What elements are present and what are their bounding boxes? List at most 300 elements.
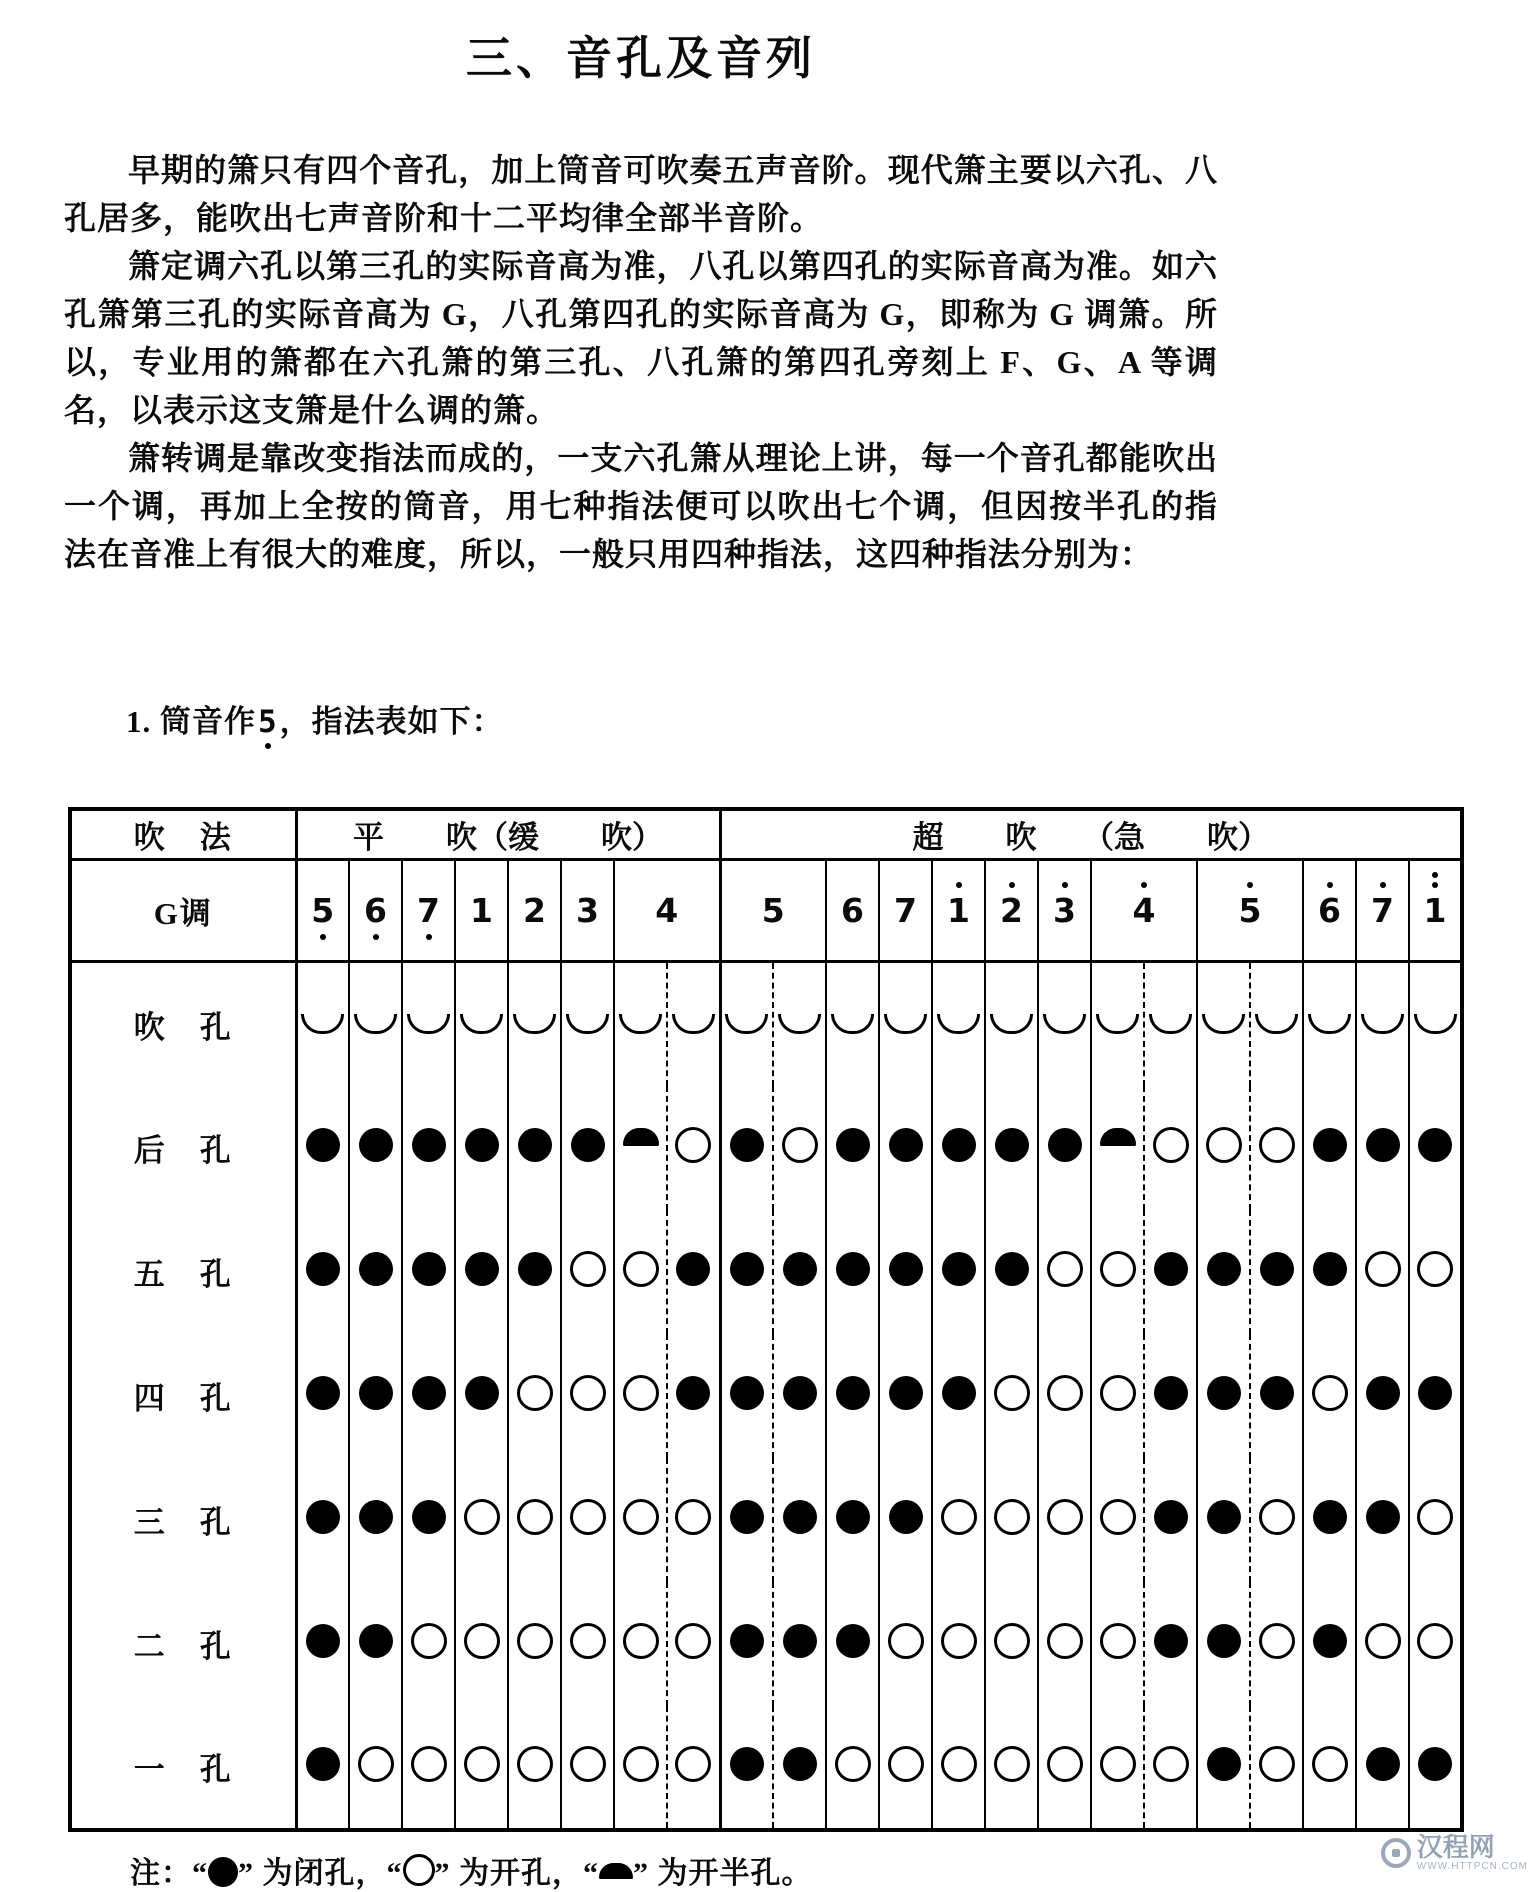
open-hole-icon	[835, 1746, 871, 1782]
hole-cell	[1250, 1086, 1303, 1210]
hole-cell	[1038, 1706, 1091, 1830]
closed-hole-icon	[412, 1376, 446, 1410]
hole-cell	[1303, 1334, 1356, 1458]
hole-cell	[455, 1334, 508, 1458]
blowhole-arc-icon	[1149, 1014, 1192, 1034]
closed-hole-icon	[836, 1128, 870, 1162]
hole-cell	[985, 1582, 1038, 1706]
closed-hole-icon	[1313, 1252, 1347, 1286]
note-cell	[1197, 860, 1303, 962]
open-hole-icon	[1312, 1746, 1348, 1782]
jianpu-number: 6	[841, 891, 864, 930]
closed-hole-icon	[783, 1252, 817, 1286]
blowhole-cell	[296, 962, 349, 1086]
hole-cell	[1091, 1334, 1144, 1458]
closed-hole-icon	[1260, 1252, 1294, 1286]
hole-cell	[455, 1210, 508, 1334]
jianpu-number: 1	[947, 891, 970, 930]
hole-cell	[296, 1086, 349, 1210]
open-hole-icon	[1047, 1375, 1083, 1411]
open-hole-icon	[888, 1746, 924, 1782]
hole-cell	[879, 1210, 932, 1334]
hole-cell	[1303, 1706, 1356, 1830]
open-hole-icon	[623, 1251, 659, 1287]
closed-hole-icon	[1207, 1500, 1241, 1534]
open-hole-icon	[1047, 1746, 1083, 1782]
closed-hole-icon	[783, 1500, 817, 1534]
closed-hole-icon	[730, 1747, 764, 1781]
octave-dot-below-icon	[320, 934, 326, 940]
open-hole-icon	[1153, 1127, 1189, 1163]
hole-cell	[985, 1334, 1038, 1458]
hole-cell	[1303, 1210, 1356, 1334]
hole-cell	[561, 1706, 614, 1830]
note-cell	[561, 860, 614, 962]
closed-hole-icon	[942, 1376, 976, 1410]
octave-dot-above-icon	[956, 882, 962, 888]
open-hole-icon	[464, 1746, 500, 1782]
blowhole-arc-icon	[513, 1014, 556, 1034]
hole-cell	[879, 1086, 932, 1210]
open-hole-icon	[994, 1375, 1030, 1411]
blowhole-cell	[1091, 962, 1144, 1086]
hole-cell	[1303, 1582, 1356, 1706]
hole-cell	[561, 1210, 614, 1334]
open-hole-icon	[411, 1746, 447, 1782]
open-hole-icon	[941, 1746, 977, 1782]
hole-cell	[879, 1582, 932, 1706]
octave-dot-above-icon	[1141, 882, 1147, 888]
open-hole-icon	[941, 1623, 977, 1659]
closed-hole-icon	[889, 1128, 923, 1162]
blowhole-cell	[614, 962, 667, 1086]
hole-cell	[402, 1086, 455, 1210]
closed-hole-icon	[1366, 1128, 1400, 1162]
hole-cell	[1197, 1458, 1250, 1582]
open-hole-icon	[1047, 1251, 1083, 1287]
blowhole-arc-icon	[672, 1014, 715, 1034]
row-label: 三 孔	[70, 1458, 296, 1582]
open-hole-icon	[994, 1499, 1030, 1535]
legend-note: 注：“ ” 为闭孔，“ ” 为开孔，“ ” 为开半孔。	[130, 1848, 1536, 1892]
hole-cell	[932, 1210, 985, 1334]
hole-cell	[1038, 1582, 1091, 1706]
hole-cell	[349, 1582, 402, 1706]
hole-cell	[1091, 1458, 1144, 1582]
jianpu-number: 4	[1132, 891, 1156, 930]
hole-cell	[1197, 1582, 1250, 1706]
closed-hole-icon	[783, 1376, 817, 1410]
closed-hole-icon	[1048, 1128, 1082, 1162]
closed-hole-icon	[995, 1128, 1029, 1162]
open-hole-icon	[1100, 1623, 1136, 1659]
hole-cell	[349, 1210, 402, 1334]
hole-cell	[508, 1582, 561, 1706]
hole-cell	[826, 1334, 879, 1458]
note-cell	[720, 860, 826, 962]
hole-cell	[349, 1334, 402, 1458]
hole-cell	[932, 1706, 985, 1830]
hole-cell	[720, 1582, 773, 1706]
closed-hole-icon	[1154, 1376, 1188, 1410]
hole-cell	[1091, 1706, 1144, 1830]
closed-hole-icon	[730, 1376, 764, 1410]
open-hole-icon	[1365, 1623, 1401, 1659]
hole-cell	[349, 1086, 402, 1210]
closed-hole-icon	[465, 1128, 499, 1162]
hole-cell	[508, 1210, 561, 1334]
hole-cell	[402, 1334, 455, 1458]
hole-cell	[826, 1086, 879, 1210]
hole-cell	[773, 1086, 826, 1210]
closed-hole-icon	[306, 1376, 340, 1410]
closed-hole-icon	[359, 1500, 393, 1534]
hole-cell	[1197, 1210, 1250, 1334]
closed-hole-icon	[676, 1252, 710, 1286]
watermark-site-name: 汉程网	[1416, 1832, 1495, 1862]
note-cell	[1356, 860, 1409, 962]
open-hole-icon	[675, 1127, 711, 1163]
closed-hole-icon	[942, 1252, 976, 1286]
hole-cell	[1250, 1458, 1303, 1582]
closed-hole-icon	[783, 1624, 817, 1658]
open-hole-icon	[1100, 1499, 1136, 1535]
text-block	[64, 22, 1218, 741]
hole-cell	[296, 1706, 349, 1830]
hole-cell	[932, 1086, 985, 1210]
open-hole-icon	[1259, 1127, 1295, 1163]
note-cell	[614, 860, 720, 962]
row-label: 后 孔	[70, 1086, 296, 1210]
open-hole-icon	[464, 1623, 500, 1659]
open-hole-icon	[1206, 1127, 1242, 1163]
note-cell	[455, 860, 508, 962]
note-cell	[1303, 860, 1356, 962]
blowhole-cell	[1356, 962, 1409, 1086]
open-hole-icon	[517, 1623, 553, 1659]
half-hole-icon	[623, 1128, 659, 1146]
closed-hole-icon	[1418, 1747, 1452, 1781]
legend-closed-text: 为闭孔，	[254, 1856, 387, 1890]
open-hole-icon	[358, 1746, 394, 1782]
closed-hole-icon	[306, 1252, 340, 1286]
closed-hole-icon	[359, 1624, 393, 1658]
note-cell	[296, 860, 349, 962]
hole-cell	[1038, 1458, 1091, 1582]
hole-cell	[455, 1458, 508, 1582]
closed-hole-icon	[1366, 1376, 1400, 1410]
closed-hole-icon	[1366, 1500, 1400, 1534]
hole-cell	[508, 1334, 561, 1458]
blowhole-cell	[985, 962, 1038, 1086]
paragraph-3: 箫转调是靠改变指法而成的，一支六孔箫从理论上讲，每一个音孔都能吹出一个调，再加上全按的筒音，用七种指法便可以吹出七个调，但因按半孔的指法在音准上有很大的难度，所以，一般只用四种指法，这四种指法分别为：	[64, 440, 1218, 572]
blowhole-arc-icon	[831, 1014, 874, 1034]
hole-cell	[349, 1706, 402, 1830]
jianpu-number: 2	[1000, 891, 1023, 930]
blowhole-cell	[1038, 962, 1091, 1086]
hole-cell	[1250, 1706, 1303, 1830]
jianpu-number: 7	[894, 891, 917, 930]
jianpu-number: 3	[576, 891, 599, 930]
blowhole-arc-icon	[1308, 1014, 1351, 1034]
hole-cell	[773, 1582, 826, 1706]
blowhole-arc-icon	[990, 1014, 1033, 1034]
closed-hole-icon	[1154, 1624, 1188, 1658]
open-hole-icon	[675, 1746, 711, 1782]
blowhole-arc-icon	[725, 1014, 768, 1034]
corner-label: 吹 法	[70, 809, 296, 860]
blowhole-arc-icon	[354, 1014, 397, 1034]
open-hole-icon	[570, 1623, 606, 1659]
hole-cell	[1409, 1086, 1462, 1210]
hole-cell	[561, 1582, 614, 1706]
blowhole-cell	[349, 962, 402, 1086]
closed-hole-icon	[518, 1128, 552, 1162]
closed-hole-icon	[306, 1500, 340, 1534]
note-cell	[508, 860, 561, 962]
blowhole-cell	[455, 962, 508, 1086]
note-cell	[985, 860, 1038, 962]
hole-cell	[508, 1458, 561, 1582]
closed-hole-icon	[676, 1376, 710, 1410]
hole-cell	[402, 1458, 455, 1582]
hole-cell	[1356, 1086, 1409, 1210]
hole-cell	[985, 1210, 1038, 1334]
legend-half-text: 为开半孔。	[649, 1856, 813, 1890]
octave-dot-above-icon	[1432, 872, 1438, 878]
blowhole-arc-icon	[1043, 1014, 1086, 1034]
blowhole-cell	[1303, 962, 1356, 1086]
hole-cell	[985, 1086, 1038, 1210]
blowhole-arc-icon	[1414, 1014, 1457, 1034]
hole-cell	[561, 1086, 614, 1210]
section-heading-suffix: ，指法表如下：	[279, 704, 504, 739]
open-hole-icon	[1153, 1746, 1189, 1782]
jianpu-number: 1	[470, 891, 493, 930]
hole-cell	[1409, 1582, 1462, 1706]
blowhole-arc-icon	[566, 1014, 609, 1034]
blowhole-cell	[773, 962, 826, 1086]
hole-cell	[1250, 1210, 1303, 1334]
group-header-normal: 平 吹（缓 吹）	[296, 809, 720, 860]
closed-hole-icon	[306, 1128, 340, 1162]
closed-hole-icon	[836, 1500, 870, 1534]
open-hole-icon	[623, 1375, 659, 1411]
blowhole-cell	[402, 962, 455, 1086]
row-label: 四 孔	[70, 1334, 296, 1458]
hole-cell	[667, 1582, 720, 1706]
hole-cell	[879, 1706, 932, 1830]
row-label: 一 孔	[70, 1706, 296, 1830]
hole-cell	[1250, 1334, 1303, 1458]
page-title: 三、音孔及音列	[466, 33, 816, 84]
hole-cell	[773, 1706, 826, 1830]
hole-cell	[1356, 1334, 1409, 1458]
hole-cell	[1197, 1086, 1250, 1210]
key-label: G调	[70, 860, 296, 962]
closed-hole-icon	[306, 1747, 340, 1781]
hole-cell	[1038, 1086, 1091, 1210]
closed-hole-icon	[1313, 1128, 1347, 1162]
open-hole-icon	[1259, 1746, 1295, 1782]
open-hole-icon	[1417, 1251, 1453, 1287]
paragraph-2: 箫定调六孔以第三孔的实际音高为准，八孔以第四孔的实际音高为准。如六孔箫第三孔的实际音高为 G，八孔第四孔的实际音高为 G，即称为 G 调箫。所以，专业用的箫都在六孔箫的第三孔、八孔箫的第四孔旁刻上 F、G、A 等调名，以表示这支箫是什么调的箫。	[64, 248, 1218, 428]
blowhole-cell	[879, 962, 932, 1086]
closed-hole-icon	[730, 1128, 764, 1162]
hole-cell	[1409, 1334, 1462, 1458]
hole-cell	[455, 1086, 508, 1210]
open-hole-icon	[517, 1375, 553, 1411]
open-hole-icon	[1417, 1623, 1453, 1659]
hole-cell	[1356, 1210, 1409, 1334]
hole-cell	[1303, 1086, 1356, 1210]
hole-cell	[1038, 1334, 1091, 1458]
blowhole-cell	[561, 962, 614, 1086]
blowhole-arc-icon	[460, 1014, 503, 1034]
open-hole-icon	[1312, 1375, 1348, 1411]
legend-label: 注：	[130, 1856, 192, 1890]
open-hole-icon	[623, 1746, 659, 1782]
closed-hole-icon	[1207, 1252, 1241, 1286]
hole-cell	[985, 1706, 1038, 1830]
section-heading-prefix: 1. 筒音作	[126, 704, 256, 739]
closed-hole-icon	[730, 1624, 764, 1658]
hole-cell	[1144, 1210, 1197, 1334]
blowhole-cell	[826, 962, 879, 1086]
hole-cell	[508, 1706, 561, 1830]
blowhole-arc-icon	[1361, 1014, 1404, 1034]
hole-cell	[879, 1458, 932, 1582]
closed-hole-icon	[1418, 1128, 1452, 1162]
note-cell	[1038, 860, 1091, 962]
closed-hole-icon	[1313, 1624, 1347, 1658]
blowhole-cell	[667, 962, 720, 1086]
open-hole-icon	[888, 1623, 924, 1659]
hole-cell	[1038, 1210, 1091, 1334]
open-hole-icon	[403, 1854, 435, 1886]
octave-dot-above-icon	[1009, 882, 1015, 888]
blowhole-arc-icon	[937, 1014, 980, 1034]
closed-hole-icon	[730, 1500, 764, 1534]
closed-hole-icon	[306, 1624, 340, 1658]
open-hole-icon	[570, 1746, 606, 1782]
hole-cell	[667, 1210, 720, 1334]
note-cell	[879, 860, 932, 962]
open-hole-icon	[411, 1623, 447, 1659]
closed-hole-icon	[783, 1747, 817, 1781]
closed-hole-icon	[412, 1128, 446, 1162]
hole-cell	[455, 1706, 508, 1830]
hole-cell	[667, 1334, 720, 1458]
hole-cell	[826, 1210, 879, 1334]
fingering-table	[68, 807, 1464, 1832]
closed-hole-icon	[465, 1376, 499, 1410]
open-hole-icon	[1365, 1251, 1401, 1287]
half-hole-icon	[599, 1863, 633, 1879]
hole-cell	[561, 1458, 614, 1582]
blowhole-arc-icon	[778, 1014, 821, 1034]
hole-cell	[1356, 1706, 1409, 1830]
note-cell	[1409, 860, 1462, 962]
hole-cell	[1197, 1334, 1250, 1458]
watermark	[1381, 1834, 1528, 1872]
jianpu-number: 5	[311, 891, 335, 930]
hole-cell	[561, 1334, 614, 1458]
hole-cell	[1409, 1458, 1462, 1582]
open-hole-icon	[623, 1499, 659, 1535]
open-hole-icon	[517, 1499, 553, 1535]
row-label: 二 孔	[70, 1582, 296, 1706]
hole-cell	[614, 1334, 667, 1458]
open-hole-icon	[464, 1499, 500, 1535]
closed-hole-icon	[836, 1376, 870, 1410]
closed-hole-icon	[1207, 1624, 1241, 1658]
closed-hole-icon	[571, 1128, 605, 1162]
blowhole-arc-icon	[884, 1014, 927, 1034]
note-cell	[1091, 860, 1197, 962]
hole-cell	[614, 1458, 667, 1582]
hole-cell	[1197, 1706, 1250, 1830]
blowhole-cell	[508, 962, 561, 1086]
hole-cell	[720, 1458, 773, 1582]
blowhole-arc-icon	[619, 1014, 662, 1034]
hole-cell	[826, 1706, 879, 1830]
blowhole-cell	[1409, 962, 1462, 1086]
hole-cell	[985, 1458, 1038, 1582]
blowhole-cell	[1144, 962, 1197, 1086]
hole-cell	[720, 1210, 773, 1334]
open-hole-icon	[675, 1499, 711, 1535]
open-hole-icon	[782, 1127, 818, 1163]
open-hole-icon	[570, 1251, 606, 1287]
closed-hole-icon	[889, 1376, 923, 1410]
jianpu-number: 6	[364, 891, 387, 930]
open-hole-icon	[517, 1746, 553, 1782]
legend-open-text: 为开孔，	[450, 1856, 583, 1890]
closed-hole-icon	[1154, 1500, 1188, 1534]
hole-cell	[1356, 1458, 1409, 1582]
blowhole-arc-icon	[1096, 1014, 1139, 1034]
octave-dot-above-icon	[1327, 882, 1333, 888]
hole-cell	[1091, 1210, 1144, 1334]
hole-cell	[932, 1458, 985, 1582]
hole-cell	[614, 1210, 667, 1334]
hole-cell	[1303, 1458, 1356, 1582]
hole-cell	[1144, 1706, 1197, 1830]
hole-cell	[402, 1582, 455, 1706]
closed-hole-icon	[1366, 1747, 1400, 1781]
row-label: 五 孔	[70, 1210, 296, 1334]
hole-cell	[1356, 1582, 1409, 1706]
octave-dot-below-icon	[265, 743, 271, 749]
row-label: 吹 孔	[70, 962, 296, 1086]
hole-cell	[1144, 1582, 1197, 1706]
open-hole-icon	[1259, 1623, 1295, 1659]
jianpu-note-5-low: 5	[256, 704, 280, 740]
hole-cell	[667, 1086, 720, 1210]
hole-cell	[1144, 1458, 1197, 1582]
paragraph-1: 早期的箫只有四个音孔，加上筒音可吹奏五声音阶。现代箫主要以六孔、八孔居多，能吹出七声音阶和十二平均律全部半音阶。	[64, 152, 1218, 236]
watermark-site-url: WWW.HTTPCN.COM	[1416, 1861, 1528, 1872]
site-logo-icon	[1381, 1838, 1411, 1868]
closed-hole-icon	[208, 1857, 238, 1887]
jianpu-number: 7	[1371, 891, 1394, 930]
open-hole-icon	[1417, 1499, 1453, 1535]
hole-cell	[879, 1334, 932, 1458]
hole-cell	[349, 1458, 402, 1582]
note-cell	[932, 860, 985, 962]
closed-hole-icon	[465, 1252, 499, 1286]
